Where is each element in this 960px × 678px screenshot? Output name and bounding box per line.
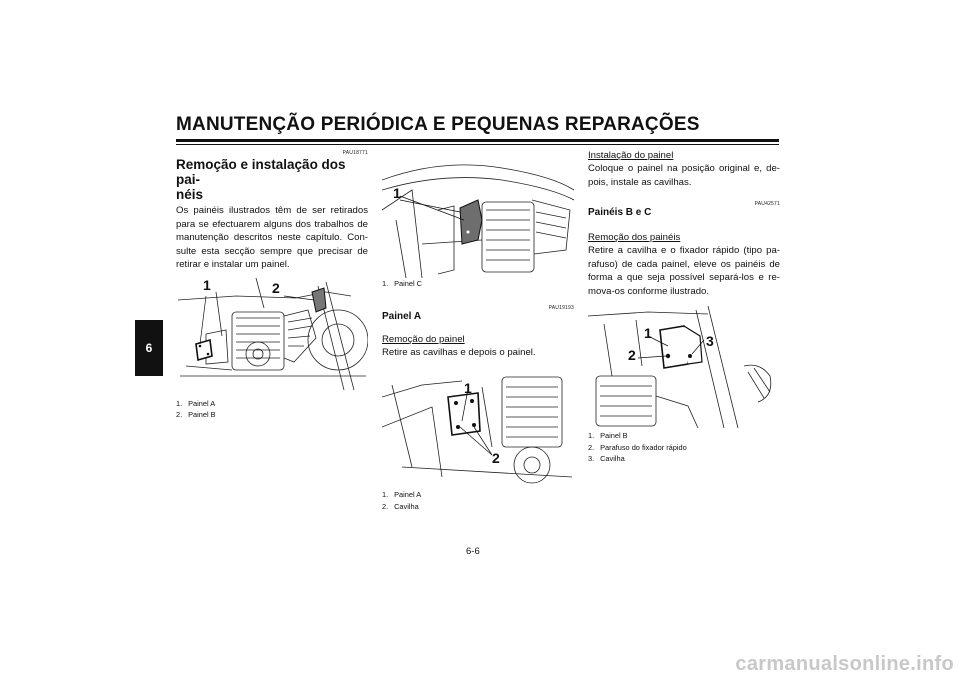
body-text: Retire a cavilha e o fixador rápido (tipo pa-rafuso) de cada painel, eleve os painéis de forma a que seja possível separá-los e re-mova-os conforme ilustrado.	[588, 245, 780, 297]
page-number: 6-6	[466, 546, 480, 557]
callout-2: 2	[628, 347, 636, 363]
figure-panels-b-c	[588, 306, 780, 430]
figure-caption: 1. Painel A	[382, 490, 422, 499]
callout-2: 2	[492, 450, 500, 466]
panel-a-illustration	[382, 367, 574, 487]
callout-2: 2	[272, 279, 280, 296]
figure-panel-a	[382, 367, 574, 489]
subheading: Remoção do painel	[382, 333, 465, 345]
callout-1: 1	[393, 185, 401, 201]
subheading: Instalação do painel	[588, 150, 674, 161]
figure-panels-a-b	[176, 278, 368, 398]
figure-caption: 2. Painel B	[176, 410, 216, 419]
section-code: PAU19193	[548, 304, 574, 311]
body-text: Retire as cavilhas e depois o painel.	[382, 346, 536, 358]
section-heading: Painéis B e C	[588, 207, 652, 218]
body-text: Os painéis ilustrados têm de ser retirados para se efectuarem alguns dos trabalhos de manutenção descritos neste capítulo. Con-sulte esta secção sempre que precisar de retirar e instalar um painel.	[176, 205, 368, 270]
page-title: MANUTENÇÃO PERIÓDICA E PEQUENAS REPARAÇÕES	[176, 114, 700, 135]
figure-caption: 2. Parafuso do fixador rápido	[588, 442, 687, 452]
title-rule-thin	[176, 144, 779, 145]
watermark: carmanualsonline.info	[735, 653, 954, 675]
subheading: Remoção dos painéis	[588, 232, 681, 243]
figure-panel-c	[382, 150, 574, 278]
section-heading: Painel A	[382, 310, 422, 322]
figure-caption: 2. Cavilha	[382, 501, 419, 511]
callout-1: 1	[464, 380, 472, 396]
section-code: PAU42571	[754, 201, 780, 207]
column-2	[382, 150, 574, 512]
column-3	[588, 150, 780, 465]
callout-1: 1	[203, 276, 211, 293]
figure-caption: 1. Painel C	[382, 279, 422, 288]
callout-1: 1	[644, 325, 652, 341]
figure-caption: 1. Painel B	[588, 431, 628, 440]
section-heading: Remoção e instalação dos pai- néis	[176, 157, 346, 202]
figure-caption: 1. Painel A	[176, 398, 216, 408]
body-text: Coloque o painel na posição original e, de-pois, instale as cavilhas.	[588, 163, 780, 188]
chapter-tab: 6	[135, 320, 163, 376]
title-rule	[176, 139, 779, 142]
section-code: PAU18771	[342, 150, 368, 156]
column-1	[176, 150, 368, 421]
callout-3: 3	[706, 333, 714, 349]
panel-b-illustration	[588, 306, 780, 428]
figure-caption: 3. Cavilha	[588, 454, 625, 463]
motorcycle-tank-illustration	[382, 150, 574, 278]
